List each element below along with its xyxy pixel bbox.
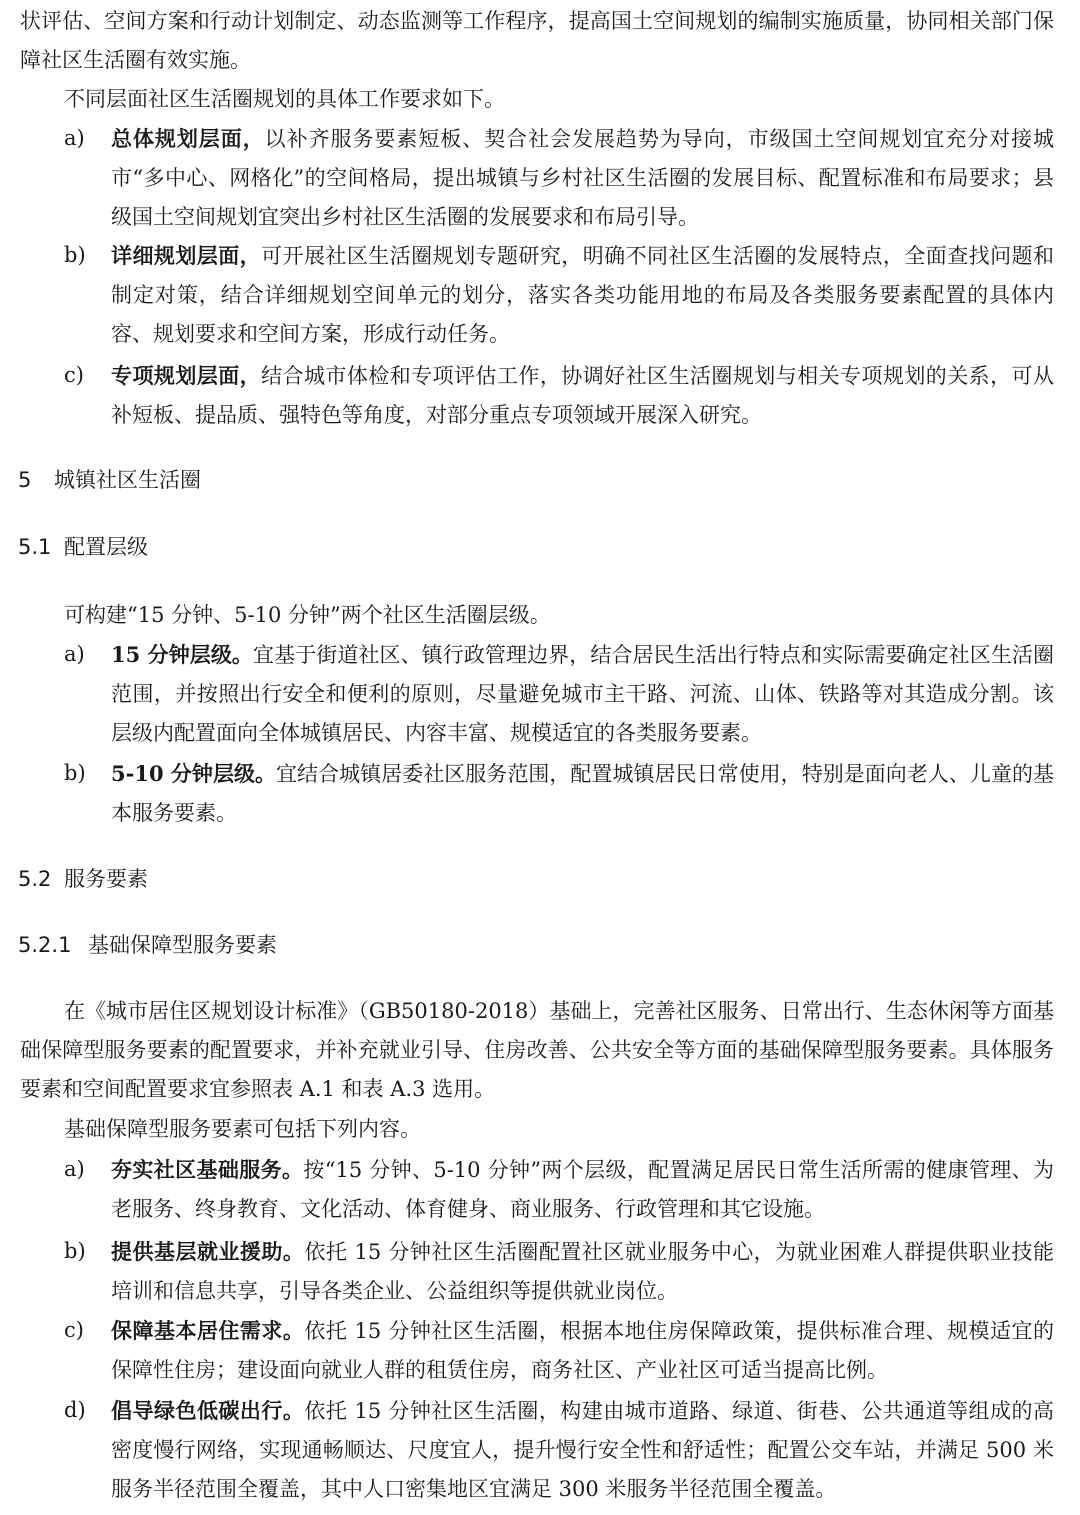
- tiers-intro: 可构建“15 分钟、5-10 分钟”两个社区生活圈层级。: [64, 603, 551, 627]
- list-marker: a): [64, 642, 85, 666]
- section-title: 服务要素: [64, 867, 148, 891]
- item-text: 宜基于街道社区、镇行政管理边界，结合居民生活出行特点和实际需要确定社区生活圈范围，并按照出行安全和便利的原则，尽量避免城市主干路、河流、山体、铁路等对其造成分割。该层级内配置面向全体城镇居民、内容丰富、规模适宜的各类服务要素。: [111, 643, 1054, 745]
- top-paragraph: 状评估、空间方案和行动计划制定、动态监测等工作程序，提高国土空间规划的编制实施质量，协同相关部门保障社区生活圈有效实施。: [20, 9, 1054, 72]
- section-number: 5.2.1: [18, 933, 72, 957]
- basic-elements-paragraph: 在《城市居住区规划设计标准》（GB50180-2018）基础上，完善社区服务、日常出行、生态休闲等方面基础保障型服务要素的配置要求，并补充就业引导、住房改善、公共安全等方面的基础保障型服务要素。具体服务要素和空间配置要求宜参照表 A.1 和表 A.3 选用。: [20, 999, 1054, 1101]
- list-marker: b): [64, 243, 86, 267]
- list-marker: d): [64, 1398, 86, 1422]
- section-number: 5.1: [18, 535, 52, 559]
- levels-intro: 不同层面社区生活圈规划的具体工作要求如下。: [64, 87, 505, 111]
- section-title: 基础保障型服务要素: [88, 933, 277, 957]
- item-text: 按“15 分钟、5-10 分钟”两个层级，配置满足居民日常生活所需的健康管理、为老服务、终身教育、文化活动、体育健身、商业服务、行政管理和其它设施。: [111, 1158, 1054, 1221]
- list-item: [20, 1150, 1054, 1229]
- list-marker: c): [64, 363, 84, 387]
- list-item: [20, 1311, 1054, 1390]
- list-item: [20, 1232, 1054, 1311]
- section-heading: [18, 532, 148, 562]
- list-item: [20, 356, 1054, 435]
- item-title: 夯实社区基础服务。: [111, 1157, 304, 1182]
- section-heading: [18, 465, 201, 495]
- list-item: [20, 236, 1054, 354]
- list-item: [20, 119, 1054, 237]
- item-title: 保障基本居住需求。: [111, 1318, 305, 1343]
- list-item: [20, 754, 1054, 833]
- list-marker: b): [64, 1239, 86, 1263]
- list-marker: c): [64, 1318, 84, 1342]
- item-text: 依托 15 分钟社区生活圈，根据本地住房保障政策，提供标准合理、规模适宜的保障性住房；建设面向就业人群的租赁住房，商务社区、产业社区可适当提高比例。: [111, 1319, 1055, 1382]
- elements-intro: 基础保障型服务要素可包括下列内容。: [64, 1117, 421, 1141]
- item-text: 可开展社区生活圈规划专题研究，明确不同社区生活圈的发展特点，全面查找问题和制定对策，结合详细规划空间单元的划分，落实各类功能用地的布局及各类服务要素配置的具体内容、规划要求和空间方案，形成行动任务。: [111, 244, 1054, 346]
- item-title: 提供基层就业援助。: [111, 1239, 305, 1264]
- section-heading: [18, 930, 277, 960]
- item-text: 宜结合城镇居委社区服务范围，配置城镇居民日常使用，特别是面向老人、儿童的基本服务要素。: [111, 762, 1054, 825]
- list-marker: a): [64, 126, 85, 150]
- item-title: 倡导绿色低碳出行。: [111, 1398, 305, 1423]
- item-text: 以补齐服务要素短板、契合社会发展趋势为导向，市级国土空间规划宜充分对接城市“多中心、网格化”的空间格局，提出城镇与乡村社区生活圈的发展目标、配置标准和布局要求；县级国土空间规划宜突出乡村社区生活圈的发展要求和布局引导。: [111, 127, 1055, 229]
- item-title: 详细规划层面，: [111, 243, 262, 268]
- list-item: [20, 635, 1054, 753]
- list-marker: a): [64, 1157, 85, 1181]
- item-title: 5-10 分钟层级。: [111, 761, 277, 786]
- list-item: [20, 1391, 1054, 1509]
- item-title: 总体规划层面，: [111, 126, 265, 151]
- list-marker: b): [64, 761, 86, 785]
- item-title: 15 分钟层级。: [111, 642, 254, 667]
- item-text: 依托 15 分钟社区生活圈，构建由城市道路、绿道、街巷、公共通道等组成的高密度慢行网络，实现通畅顺达、尺度宜人，提升慢行安全性和舒适性；配置公交车站，并满足 500 米服务半径范围全覆盖，其中人口密集地区宜满足 300 米服务半径范围全覆盖。: [111, 1399, 1055, 1501]
- section-heading: [18, 864, 148, 894]
- section-number: 5: [18, 468, 32, 492]
- section-number: 5.2: [18, 867, 52, 891]
- section-title: 城镇社区生活圈: [54, 468, 201, 492]
- item-text: 结合城市体检和专项评估工作，协调好社区生活圈规划与相关专项规划的关系，可从补短板、提品质、强特色等角度，对部分重点专项领域开展深入研究。: [111, 364, 1054, 427]
- section-title: 配置层级: [64, 535, 148, 559]
- item-title: 专项规划层面，: [111, 363, 262, 388]
- item-text: 依托 15 分钟社区生活圈配置社区就业服务中心，为就业困难人群提供职业技能培训和信息共享，引导各类企业、公益组织等提供就业岗位。: [111, 1240, 1055, 1303]
